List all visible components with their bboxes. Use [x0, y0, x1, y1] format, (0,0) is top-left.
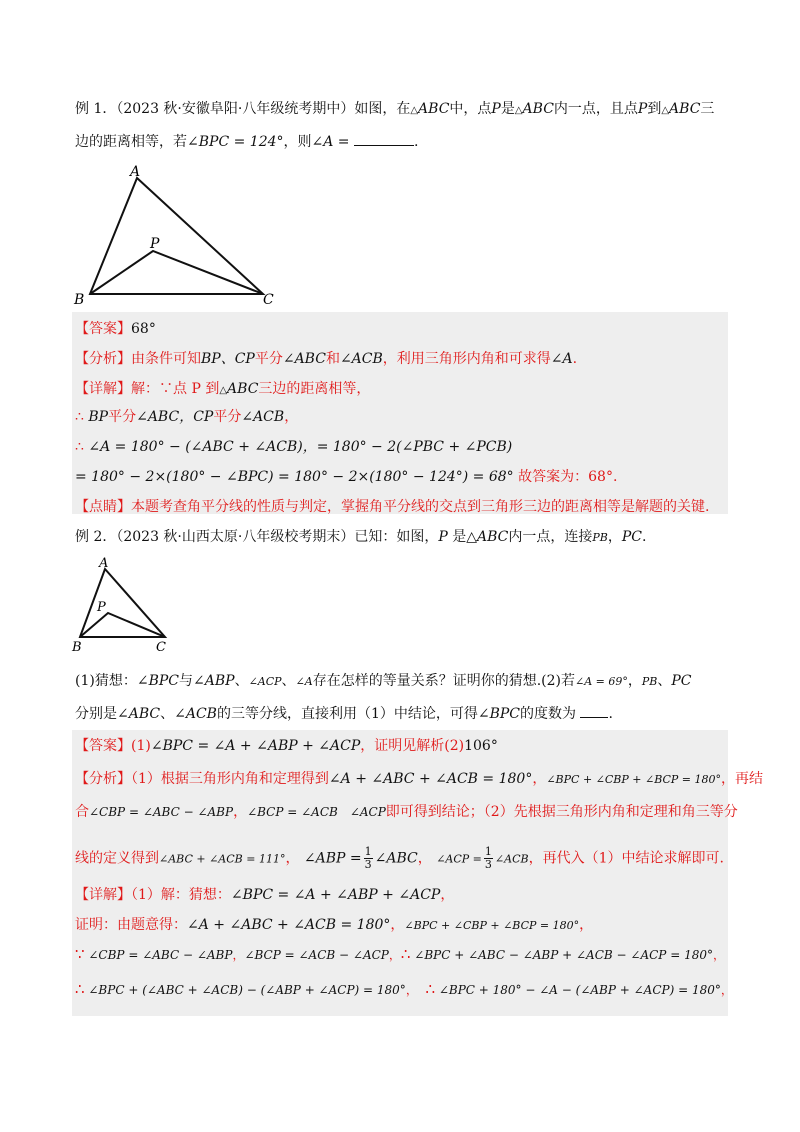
ex1-abc: ABC	[418, 101, 450, 117]
math: ∠A = 69°	[575, 675, 628, 688]
math: PC	[621, 529, 642, 545]
analysis-tag: 【分析】	[75, 771, 131, 787]
math: BP、CP	[201, 351, 255, 367]
math: PB	[592, 531, 608, 544]
fraction	[364, 846, 373, 871]
triangle-symbol: △	[661, 105, 670, 116]
math: ∠BPC = ∠A + ∠ABP + ∠ACP	[230, 887, 441, 903]
triangle-symbol: △	[410, 105, 419, 116]
ex2-question-line2: (1)猜想：∠BPC与∠ABP、∠ACP、∠A存在怎样的等量关系？证明你的猜想.(2)若∠A = 69°，PB、PC	[75, 673, 692, 689]
ex2-analysis-3	[75, 846, 724, 871]
ex1-triangle-figure	[70, 160, 290, 310]
ex2-text: 分别是	[75, 706, 117, 722]
ex2-text: 线的定义得到	[75, 850, 159, 867]
label-b: B	[72, 640, 82, 655]
ex1-point-p: P	[491, 101, 501, 117]
segments-bp-pc	[90, 251, 263, 294]
ex1-text: 平分	[213, 409, 242, 425]
math: ∠ACB	[339, 351, 383, 367]
ex1-question-line1	[75, 98, 714, 118]
ex2-text: .	[642, 529, 647, 545]
ex2-answer	[75, 735, 498, 755]
detail-tag: 【详解】	[75, 887, 131, 903]
ex2-text: (2)若	[541, 673, 576, 689]
therefore-symbol: ∴	[400, 945, 411, 963]
math: △ABC	[466, 529, 509, 545]
ex2-text: 、	[657, 673, 672, 689]
math: ∠ABP	[193, 673, 235, 689]
math: ∠A = 180° − (∠ABC + ∠ACB)	[88, 439, 303, 455]
ex1-point-p: P	[637, 101, 648, 117]
label-a: A	[99, 556, 109, 571]
math: ∠CBP = ∠ABC − ∠ABP	[89, 805, 234, 819]
answer-blank	[580, 705, 608, 718]
ex2-text: ，	[285, 850, 300, 867]
ex2-text: ，	[579, 917, 594, 933]
ex1-abc: ABC	[522, 101, 554, 117]
ex2-text: （1）解：猜想：	[131, 887, 231, 903]
math: ∠BPC + ∠CBP + ∠BCP = 180°	[404, 919, 580, 932]
ex1-text: 解：∵点 P 到	[131, 381, 220, 397]
ex1-text: 和	[325, 351, 340, 367]
ex2-text: 例 2．（2023 秋·山西太原·八年级校考期末）已知：如图，	[75, 529, 439, 545]
ex1-text: 内一点，且点	[553, 101, 638, 117]
triangle-symbol: △	[219, 385, 228, 396]
ex1-text: ，利用三角形内角和可求得	[382, 351, 551, 367]
fraction	[484, 846, 493, 871]
label-c: C	[156, 640, 166, 655]
math: ∠BPC	[477, 706, 521, 722]
ex2-detail-3	[75, 945, 725, 963]
ex1-comment-text: 本题考查角平分线的性质与判定，掌握角平分线的交点到三角形三边的距离相等是解题的关键.	[131, 499, 710, 515]
label-a: A	[130, 164, 141, 180]
ex1-text: 故答案为：68°.	[518, 469, 618, 485]
ex1-text: .	[414, 134, 419, 150]
ex1-text: 平分	[108, 409, 137, 425]
label-p: P	[150, 236, 160, 252]
detail-tag: 【详解】	[75, 381, 131, 397]
ex2-text: 的度数为	[520, 706, 577, 722]
ex2-text: 、	[160, 706, 175, 722]
ex2-analysis-2	[75, 801, 738, 821]
ex2-text: ，	[417, 850, 432, 867]
ex1-text: .	[572, 351, 578, 367]
math: ∠ABC	[374, 850, 418, 867]
ex2-triangle-figure	[70, 555, 180, 655]
ex1-text: 平分	[254, 351, 283, 367]
math: ∠BCP = ∠ACB ∠ACP	[247, 805, 386, 819]
label-p: P	[97, 600, 106, 615]
math: ，CP	[179, 409, 214, 425]
ex2-question-line1	[75, 526, 646, 546]
therefore-symbol: ∴	[75, 439, 84, 455]
math: ∠ABC + ∠ACB = 111°	[159, 852, 286, 866]
ex2-text: （1）根据三角形内角和定理得到	[131, 771, 329, 787]
answer-value: 68°	[131, 321, 156, 337]
answer-tag: 【答案】	[75, 738, 131, 754]
label-b: B	[74, 292, 85, 308]
ex2-text: ，再结	[721, 771, 764, 787]
ex1-intro: 例 1．（2023 秋·安徽阜阳·八年级统考期中）如图，在	[75, 101, 411, 117]
math: ∠BPC = ∠A + ∠ABP + ∠ACP	[150, 738, 361, 754]
ex1-detail-1	[75, 378, 370, 398]
math: ∠BPC + 180° − ∠A − (∠ABP + ∠ACP) = 180°	[438, 983, 721, 997]
math: ∠A + ∠ABC + ∠ACB = 180°	[328, 771, 533, 787]
ex1-text: 是	[500, 101, 515, 117]
math: BP	[88, 409, 109, 425]
math: ∠BPC + (∠ABC + ∠ACB) − (∠ABP + ∠ACP) = 180°	[88, 983, 406, 997]
fraction-denominator: 3	[484, 858, 492, 871]
math: ∠ACB	[241, 409, 285, 425]
answer-value: 106°	[464, 738, 498, 754]
math: ∠ABP =	[303, 850, 362, 867]
math: ∠ABC	[282, 351, 326, 367]
ex2-text: ，	[720, 983, 733, 997]
answer-tag: 【答案】	[75, 321, 131, 337]
comment-tag: 【点睛】	[75, 499, 131, 515]
math: PB	[641, 675, 658, 688]
math: ∠BPC + ∠CBP + ∠BCP = 180°	[546, 773, 722, 786]
ex2-detail-2	[75, 914, 593, 934]
ex2-text: 与	[179, 673, 193, 689]
math: ∠A + ∠ABC + ∠ACB = 180°	[187, 917, 391, 933]
math: ∠ACP =	[436, 852, 482, 866]
ex1-text: 到	[647, 101, 662, 117]
fraction-denominator: 3	[364, 858, 372, 871]
ex2-detail-4	[75, 980, 733, 998]
ex2-text: (1)	[131, 738, 151, 754]
fraction-numerator: 1	[484, 845, 492, 858]
ex2-detail-1	[75, 884, 454, 904]
ex2-text: ，	[712, 948, 725, 962]
segments-bp-pc	[80, 613, 165, 637]
ex2-text: (1)猜想：	[75, 673, 137, 689]
ex1-text: ，则	[283, 134, 312, 150]
label-c: C	[263, 292, 274, 308]
math: P	[438, 529, 448, 545]
ex2-text: ，	[532, 771, 547, 787]
ex2-text: ，证明见解析(2)	[360, 738, 465, 754]
ex2-text: 是	[452, 529, 467, 545]
math: ∠BPC	[136, 673, 179, 689]
ex2-text: ，	[233, 804, 248, 820]
ex2-text: ，	[390, 917, 405, 933]
ex1-text: 边的距离相等，若	[75, 134, 187, 150]
math: ∠ABC	[117, 706, 161, 722]
therefore-symbol: ∴	[75, 409, 84, 425]
ex2-text: 合	[75, 804, 89, 820]
ex2-text: .	[608, 706, 613, 722]
math: ∠A	[295, 675, 313, 688]
math: ∠A	[550, 351, 573, 367]
math: = 180° − 2×(180° − ∠BPC) = 180° − 2×(180° − 124°) = 68°	[75, 469, 514, 485]
ex1-abc: ABC	[669, 101, 701, 117]
ex2-text: ，再代入（1）中结论求解即可.	[528, 850, 724, 867]
ex1-text: 由条件可知	[131, 351, 201, 367]
ex2-text: ，	[405, 983, 418, 997]
ex1-question-line2	[75, 131, 418, 151]
math: ∠CBP = ∠ABC − ∠ABP	[88, 948, 233, 962]
ex2-text: 的三等分线，直接利用（1）中结论，可得	[216, 706, 478, 722]
ex2-question-line3	[75, 703, 613, 723]
ex2-text: 存在怎样的等量关系？证明你的猜想.	[312, 673, 542, 689]
ex1-detail-4	[75, 466, 617, 486]
ex1-text: 三边的距离相等，	[258, 381, 371, 397]
ex2-text: ，	[440, 887, 455, 903]
ex2-analysis-1	[75, 768, 763, 788]
triangle-symbol: △	[514, 105, 523, 116]
math: ∠BPC + ∠ABC − ∠ABP + ∠ACB − ∠ACP = 180°	[414, 948, 713, 962]
fraction-numerator: 1	[364, 845, 372, 858]
ex2-text: 内一点，连接	[508, 529, 593, 545]
answer-blank	[354, 133, 414, 146]
ex2-text: ，	[607, 529, 622, 545]
math: ∠BCP = ∠ACB − ∠ACP	[244, 948, 389, 962]
because-symbol: ∵	[75, 945, 85, 963]
ex2-text: ，	[388, 948, 401, 962]
ex2-text: 、	[234, 673, 249, 689]
ex1-condition: ∠BPC = 124°	[187, 134, 284, 150]
math: ，= 180° − 2(∠PBC + ∠PCB)	[302, 439, 513, 455]
math: ∠ACB	[174, 706, 217, 722]
therefore-symbol: ∴	[425, 980, 436, 998]
ex1-ask: ∠A =	[311, 134, 350, 150]
math: PC	[671, 673, 692, 689]
ex2-text: 证明：由题意得：	[75, 917, 187, 933]
ex1-text: 中，点	[449, 101, 492, 117]
ex1-answer	[75, 318, 156, 338]
ex2-text: ，	[232, 948, 245, 962]
math: ∠ABC	[136, 409, 180, 425]
math: ∠ACP	[248, 675, 282, 688]
analysis-tag: 【分析】	[75, 351, 131, 367]
ex1-comment	[75, 496, 709, 516]
ex1-analysis	[75, 348, 577, 368]
ex1-detail-2	[75, 406, 298, 426]
ex1-text: ，	[284, 409, 299, 425]
ex2-text: 、	[281, 673, 296, 689]
ex2-text: 即可得到结论；（2）先根据三角形内角和定理和角三等分	[385, 804, 738, 820]
ex1-abc: ABC	[227, 381, 259, 397]
therefore-symbol: ∴	[75, 980, 85, 998]
math: ∠ACB	[494, 852, 529, 866]
ex1-detail-3	[75, 436, 512, 456]
ex1-text: 三	[700, 101, 715, 117]
